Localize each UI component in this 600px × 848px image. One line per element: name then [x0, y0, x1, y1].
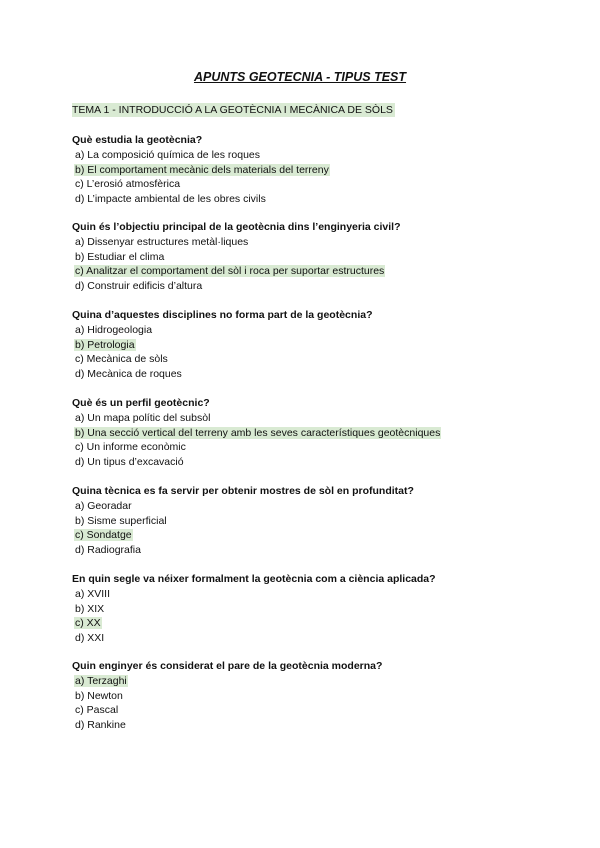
- section-heading: TEMA 1 - INTRODUCCIÓ A LA GEOTÈCNIA I MECÀNICA DE SÒLS: [72, 104, 393, 116]
- answer-option-correct: b) Petrologia: [75, 338, 135, 351]
- answer-option: a) XVIII: [75, 588, 111, 600]
- question-block: [72, 220, 401, 294]
- question-text: Quina tècnica es fa servir per obtenir mostres de sòl en profunditat?: [72, 485, 414, 497]
- answer-option: a) Georadar: [75, 500, 132, 512]
- answer-option-correct: a) Terzaghi: [75, 675, 127, 687]
- answer-option: a) Un mapa polític del subsòl: [75, 412, 211, 424]
- answer-option-correct: c) Sondatge: [75, 529, 132, 542]
- answer-option: d) Mecànica de roques: [75, 368, 182, 381]
- answer-option: b) XIX: [75, 602, 105, 615]
- question-text: Quina d’aquestes disciplines no forma part de la geotècnia?: [72, 309, 373, 321]
- question-block: [72, 484, 414, 558]
- question-text: Què és un perfil geotècnic?: [72, 397, 210, 409]
- answer-option-correct: b) El comportament mecànic dels materials del terreny: [75, 163, 329, 176]
- answer-option: d) Radiografia: [75, 544, 141, 557]
- answer-option: a) Dissenyar estructures metàl·liques: [75, 236, 249, 248]
- question-block: [72, 308, 373, 382]
- answer-option: a) Hidrogeologia: [75, 324, 153, 336]
- answer-option-correct: b) Una secció vertical del terreny amb les seves característiques geotècniques: [75, 426, 441, 439]
- answer-option: b) Sisme superficial: [75, 514, 167, 527]
- question-block: [72, 396, 441, 470]
- answer-option: d) Un tipus d’excavació: [75, 456, 184, 469]
- answer-option: c) Mecànica de sòls: [75, 353, 168, 366]
- answer-option: c) Pascal: [75, 704, 119, 717]
- answer-option: d) L’impacte ambiental de les obres civils: [75, 193, 266, 206]
- answer-option: d) Construir edificis d’altura: [75, 280, 203, 293]
- answer-option-correct: c) Analitzar el comportament del sòl i roca per suportar estructures: [75, 265, 385, 278]
- document-title: APUNTS GEOTECNIA - TIPUS TEST: [193, 70, 407, 84]
- question-text: Quin enginyer és considerat el pare de la geotècnia moderna?: [72, 660, 383, 672]
- question-block: [72, 133, 330, 207]
- answer-option-correct: c) XX: [75, 617, 101, 630]
- question-block: [72, 572, 436, 646]
- answer-option: b) Newton: [75, 689, 123, 702]
- question-text: En quin segle va néixer formalment la geotècnia com a ciència aplicada?: [72, 573, 436, 585]
- question-block: [72, 659, 382, 733]
- answer-option: c) L’erosió atmosfèrica: [75, 178, 181, 191]
- question-text: Quin és l’objectiu principal de la geotècnia dins l’enginyeria civil?: [72, 221, 401, 233]
- question-text: Què estudia la geotècnia?: [72, 134, 203, 146]
- answer-option: d) XXI: [75, 632, 105, 645]
- answer-option: a) La composició química de les roques: [75, 149, 261, 161]
- answer-option: c) Un informe econòmic: [75, 441, 186, 454]
- answer-option: d) Rankine: [75, 719, 126, 732]
- answer-option: b) Estudiar el clima: [75, 250, 165, 263]
